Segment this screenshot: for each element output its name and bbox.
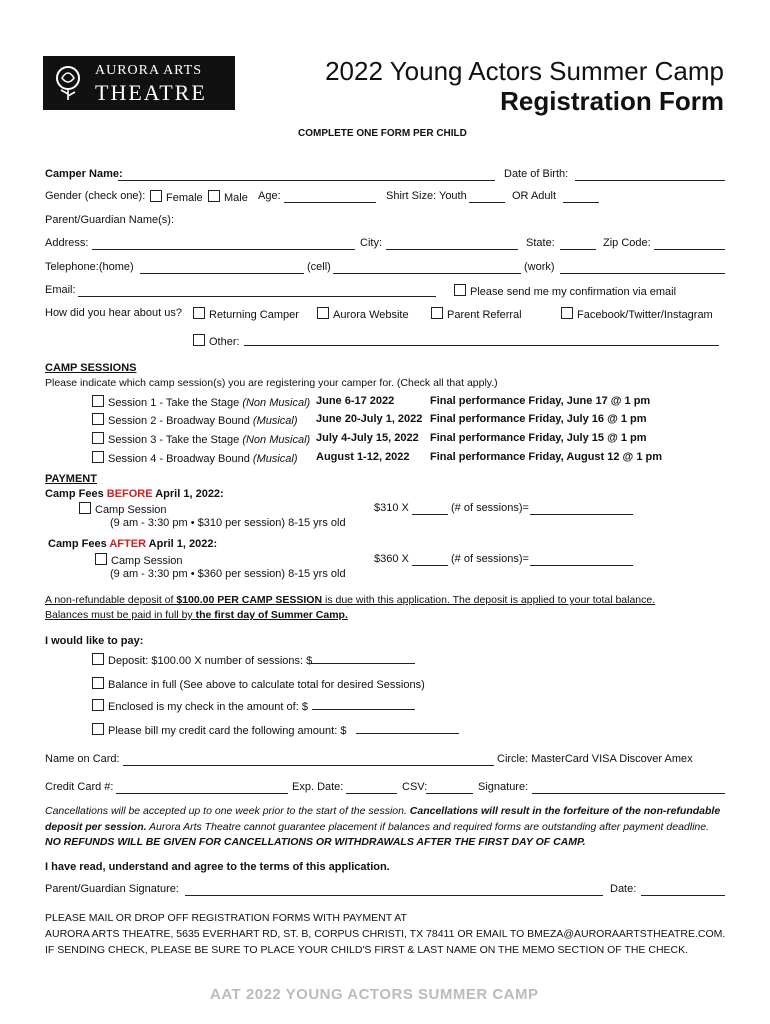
form-subtitle: COMPLETE ONE FORM PER CHILD	[298, 128, 467, 139]
session-3-checkbox[interactable]	[92, 432, 104, 444]
male-label: Male	[224, 192, 248, 204]
email-confirm-label: Please send me my confirmation via email	[470, 286, 677, 298]
session-4-name: Session 4 - Broadway Bound	[108, 453, 253, 465]
zip-label: Zip Code:	[603, 237, 651, 249]
aurora-arts-theatre-logo	[43, 56, 235, 110]
credit-card-number-field[interactable]	[116, 793, 288, 794]
fees-before-prefix: Camp Fees	[45, 488, 107, 500]
shirt-size-label: Shirt Size: Youth	[386, 190, 467, 202]
before-camp-session-checkbox[interactable]	[79, 502, 91, 514]
fees-before-heading	[45, 488, 224, 500]
other-checkbox[interactable]	[193, 334, 205, 346]
female-label: Female	[166, 192, 203, 204]
session-2-name: Session 2 - Broadway Bound	[108, 415, 253, 427]
card-type-options[interactable]: Circle: MasterCard VISA Discover Amex	[497, 753, 693, 765]
name-on-card-label: Name on Card:	[45, 753, 120, 765]
csv-field[interactable]	[426, 793, 473, 794]
policy-line-1a: Cancellations will be accepted up to one week prior to the start of the session.	[45, 805, 410, 817]
card-signature-label: Signature:	[478, 781, 529, 793]
fees-before-word: BEFORE	[106, 488, 153, 500]
signature-date-label: Date:	[610, 883, 637, 895]
session-2-dates: June 20-July 1, 2022	[316, 413, 423, 425]
csv-label: CSV:	[402, 781, 428, 793]
name-on-card-field[interactable]	[123, 765, 494, 766]
email-confirm-option[interactable]	[454, 284, 676, 298]
gender-label: Gender (check one):	[45, 190, 146, 202]
shirt-youth-field[interactable]	[469, 202, 505, 203]
social-checkbox[interactable]	[561, 307, 573, 319]
payment-heading: PAYMENT	[45, 473, 97, 485]
male-option[interactable]	[208, 190, 248, 204]
email-confirm-checkbox[interactable]	[454, 284, 466, 296]
balance-notice-b: the first day of Summer Camp.	[195, 609, 348, 621]
session-1-type: (Non Musical)	[242, 397, 311, 409]
address-label: Address:	[45, 237, 89, 249]
after-price: $360 X	[374, 553, 409, 565]
session-4-dates: August 1-12, 2022	[316, 451, 410, 463]
other-field[interactable]	[244, 345, 719, 346]
session-2-performance: Final performance Friday, July 16 @ 1 pm	[430, 413, 647, 425]
female-checkbox[interactable]	[150, 190, 162, 202]
work-label: (work)	[524, 261, 555, 273]
mail-line-1: PLEASE MAIL OR DROP OFF REGISTRATION FORMS WITH PAYMENT AT	[45, 912, 407, 924]
pay-deposit-field[interactable]	[311, 663, 415, 664]
balance-notice	[45, 609, 348, 621]
hear-option-website[interactable]	[317, 307, 409, 321]
camper-name-field[interactable]	[118, 180, 495, 181]
hear-option-returning[interactable]	[193, 307, 299, 321]
sessions-instructions: Please indicate which camp session(s) you are registering your camper for. (Check all that apply.)	[45, 377, 498, 389]
pay-balance-checkbox[interactable]	[92, 677, 104, 689]
session-1-name: Session 1 - Take the Stage	[108, 397, 243, 409]
dob-field[interactable]	[575, 180, 725, 181]
website-checkbox[interactable]	[317, 307, 329, 319]
logo-line-1: AURORA ARTS	[95, 63, 203, 78]
fees-after-heading	[48, 538, 217, 550]
policy-line-3: NO REFUNDS WILL BE GIVEN FOR CANCELLATIONS OR WITHDRAWALS AFTER THE FIRST DAY OF CAMP.	[45, 836, 586, 848]
signature-date-field[interactable]	[641, 895, 725, 896]
address-field[interactable]	[92, 249, 355, 250]
pay-options-heading: I would like to pay:	[45, 635, 144, 647]
after-camp-session-label: Camp Session	[111, 555, 183, 567]
form-title-line-2: Registration Form	[500, 86, 724, 116]
session-1-performance: Final performance Friday, June 17 @ 1 pm	[430, 395, 651, 407]
cell-label: (cell)	[307, 261, 331, 273]
state-field[interactable]	[560, 249, 596, 250]
policy-line-2b: Aurora Arts Theatre cannot guarantee placement if balances and required forms are outstanding after payment deadline.	[146, 821, 710, 833]
logo-line-2: THEATRE	[95, 80, 207, 105]
pay-balance-option[interactable]	[92, 677, 425, 691]
after-sessions-count-field[interactable]	[412, 565, 448, 566]
form-title-line-1: 2022 Young Actors Summer Camp	[325, 56, 724, 86]
before-total-field[interactable]	[530, 514, 633, 515]
session-3-option[interactable]	[92, 432, 310, 446]
after-total-field[interactable]	[530, 565, 633, 566]
cell-phone-field[interactable]	[333, 273, 521, 274]
deposit-notice-b: $100.00 PER CAMP SESSION	[176, 594, 323, 606]
zip-field[interactable]	[654, 249, 725, 250]
work-phone-field[interactable]	[560, 273, 725, 274]
pay-credit-option[interactable]	[92, 723, 346, 737]
hear-option-social[interactable]	[561, 307, 713, 321]
exp-date-field[interactable]	[346, 793, 397, 794]
pay-credit-label: Please bill my credit card the following amount: $	[108, 725, 347, 737]
after-camp-session-checkbox[interactable]	[95, 553, 107, 565]
before-num-sessions-label: (# of sessions)=	[451, 502, 529, 514]
male-checkbox[interactable]	[208, 190, 220, 202]
deposit-notice	[45, 594, 655, 606]
policy-line-2	[45, 821, 709, 833]
page-footer: AAT 2022 YOUNG ACTORS SUMMER CAMP	[210, 986, 539, 1003]
card-signature-field[interactable]	[532, 793, 725, 794]
session-4-checkbox[interactable]	[92, 451, 104, 463]
session-2-type: (Musical)	[252, 415, 298, 427]
session-2-checkbox[interactable]	[92, 413, 104, 425]
before-sessions-count-field[interactable]	[412, 514, 448, 515]
before-session-detail: (9 am - 3:30 pm • $310 per session) 8-15 yrs old	[110, 517, 346, 529]
before-camp-session-label: Camp Session	[95, 504, 167, 516]
parent-signature-label: Parent/Guardian Signature:	[45, 883, 179, 895]
deposit-notice-a: A non-refundable deposit of	[45, 594, 177, 606]
female-option[interactable]	[150, 190, 203, 204]
session-1-checkbox[interactable]	[92, 395, 104, 407]
session-3-type: (Non Musical)	[242, 434, 311, 446]
credit-card-number-label: Credit Card #:	[45, 781, 114, 793]
shirt-adult-field[interactable]	[563, 202, 599, 203]
policy-line-1	[45, 805, 720, 817]
parent-signature-field[interactable]	[185, 895, 603, 896]
city-label: City:	[360, 237, 382, 249]
session-3-performance: Final performance Friday, July 15 @ 1 pm	[430, 432, 647, 444]
pay-check-checkbox[interactable]	[92, 699, 104, 711]
fees-before-suffix: April 1, 2022:	[152, 488, 224, 500]
session-3-name: Session 3 - Take the Stage	[108, 434, 243, 446]
agree-statement: I have read, understand and agree to the terms of this application.	[45, 861, 390, 873]
returning-camper-label: Returning Camper	[209, 309, 299, 321]
fees-after-prefix: Camp Fees	[48, 538, 110, 550]
hear-option-other[interactable]	[193, 334, 240, 348]
before-camp-session-option[interactable]	[79, 502, 167, 516]
social-label: Facebook/Twitter/Instagram	[577, 309, 713, 321]
other-label: Other:	[209, 336, 240, 348]
camper-name-label: Camper Name:	[45, 168, 123, 180]
city-field[interactable]	[386, 249, 518, 250]
pay-credit-field[interactable]	[356, 733, 459, 734]
email-field[interactable]	[78, 296, 436, 297]
parent-names-label: Parent/Guardian Name(s):	[45, 214, 174, 226]
referral-label: Parent Referral	[447, 309, 522, 321]
pay-balance-label: Balance in full (See above to calculate total for desired Sessions)	[108, 679, 425, 691]
before-price: $310 X	[374, 502, 409, 514]
hear-option-referral[interactable]	[431, 307, 522, 321]
exp-date-label: Exp. Date:	[292, 781, 344, 793]
mail-line-2: AURORA ARTS THEATRE, 5635 EVERHART RD, ST. B, CORPUS CHRISTI, TX 78411 OR EMAIL TO BMEZA@AURORAARTSTHEATRE.COM.	[45, 928, 726, 940]
email-label: Email:	[45, 284, 76, 296]
pay-credit-checkbox[interactable]	[92, 723, 104, 735]
session-4-performance: Final performance Friday, August 12 @ 1 pm	[430, 451, 662, 463]
session-3-dates: July 4-July 15, 2022	[316, 432, 419, 444]
pay-check-label: Enclosed is my check in the amount of: $	[108, 701, 308, 713]
returning-camper-checkbox[interactable]	[193, 307, 205, 319]
referral-checkbox[interactable]	[431, 307, 443, 319]
pay-deposit-label: Deposit: $100.00 X number of sessions: $	[108, 655, 313, 667]
session-4-type: (Musical)	[252, 453, 298, 465]
session-1-dates: June 6-17 2022	[316, 395, 395, 407]
hear-label: How did you hear about us?	[45, 307, 182, 319]
dob-label: Date of Birth:	[504, 168, 569, 180]
telephone-label: Telephone:(home)	[45, 261, 134, 273]
policy-line-1b: Cancellations will result in the forfeiture of the non-refundable	[409, 805, 721, 817]
session-4-option[interactable]	[92, 451, 298, 465]
website-label: Aurora Website	[333, 309, 409, 321]
fees-after-suffix: April 1, 2022:	[146, 538, 218, 550]
age-label: Age:	[258, 190, 281, 202]
after-session-detail: (9 am - 3:30 pm • $360 per session) 8-15 yrs old	[110, 568, 346, 580]
after-camp-session-option[interactable]	[95, 553, 183, 567]
pay-deposit-option[interactable]	[92, 653, 312, 667]
rose-icon	[51, 64, 85, 102]
pay-check-field[interactable]	[312, 709, 415, 710]
session-1-option[interactable]	[92, 395, 310, 409]
pay-check-option[interactable]	[92, 699, 308, 713]
home-phone-field[interactable]	[140, 273, 304, 274]
after-num-sessions-label: (# of sessions)=	[451, 553, 529, 565]
session-2-option[interactable]	[92, 413, 298, 427]
shirt-adult-label: OR Adult	[512, 190, 557, 202]
balance-notice-a: Balances must be paid in full by	[45, 609, 196, 621]
fees-after-word: AFTER	[109, 538, 147, 550]
deposit-notice-c: is due with this application. The deposit is applied to your total balance.	[322, 594, 656, 606]
state-label: State:	[526, 237, 555, 249]
age-field[interactable]	[284, 202, 376, 203]
pay-deposit-checkbox[interactable]	[92, 653, 104, 665]
sessions-heading: CAMP SESSIONS	[45, 362, 137, 374]
policy-line-2a: deposit per session.	[45, 821, 147, 833]
mail-line-3: IF SENDING CHECK, PLEASE BE SURE TO PLACE YOUR CHILD'S FIRST & LAST NAME ON THE MEMO SECTION OF THE CHECK.	[45, 944, 689, 956]
